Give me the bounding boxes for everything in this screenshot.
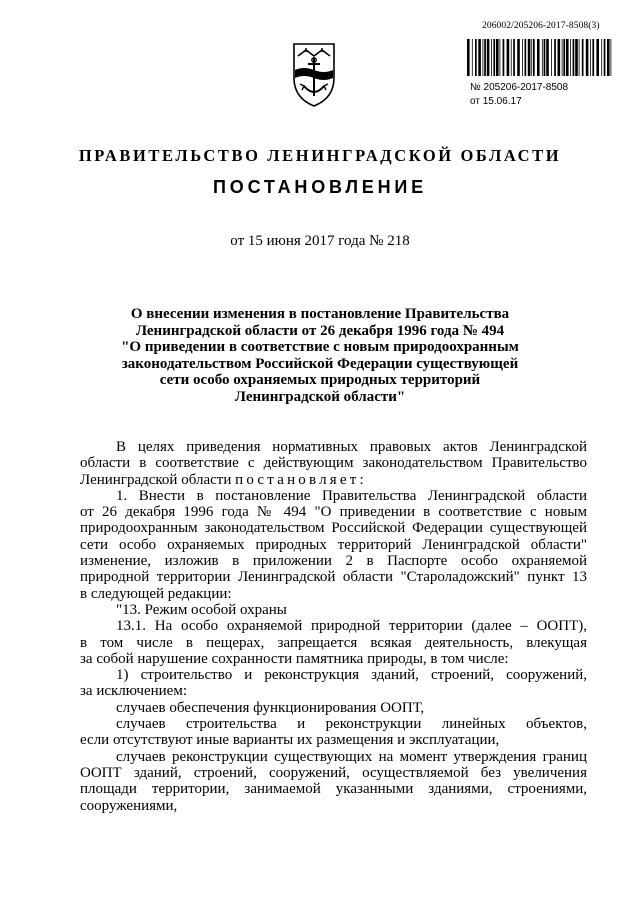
body-line: сети особо охраняемых природных территорий Ленинградской области"	[80, 536, 587, 553]
body-line: природной территории Ленинградской области "Староладожский" пункт 13	[80, 569, 587, 586]
body-line: площади территории, занимаемой указанными зданиями, строениями,	[80, 781, 587, 798]
body-line: случаев строительства и реконструкции линейных объектов,	[116, 716, 587, 733]
body-line: случаев обеспечения функционирования ООПТ,	[116, 699, 425, 716]
title-line: "О приведении в соответствие с новым природоохранным	[121, 339, 519, 356]
government-name: ПРАВИТЕЛЬСТВО ЛЕНИНГРАДСКОЙ ОБЛАСТИ	[78, 146, 562, 165]
body-line: сооружениями,	[80, 797, 178, 814]
title-line: сети особо охраняемых природных территорий	[159, 372, 481, 389]
body-line: 13.1. На особо охраняемой природной территории (далее – ООПТ),	[116, 618, 587, 635]
title-line: Ленинградской области"	[234, 388, 406, 405]
resolution-date-number: от 15 июня 2017 года № 218	[230, 233, 410, 249]
body-line: 1) строительство и реконструкция зданий, строений, сооружений,	[116, 667, 587, 684]
body-line: изменение, изложив в приложении 2 в Паспорте особо охраняемой	[80, 553, 587, 570]
title-line: законодательством Российской Федерации существующей	[121, 355, 519, 372]
body-line: ООПТ зданий, строений, сооружений, осуществляемой без увеличения	[80, 764, 587, 781]
body-line: случаев реконструкции существующих на момент утверждения границ	[116, 748, 587, 765]
coat-of-arms-emblem	[290, 40, 338, 108]
body-line: от 26 декабря 1996 года № 494 "О приведении в соответствие с новым	[80, 504, 587, 521]
resolution-title	[80, 306, 560, 406]
registration-number: № 205206-2017-8508	[470, 82, 569, 93]
body-line: в том числе в пещерах, запрещается всякая деятельность, влекущая	[80, 634, 587, 651]
body-line: за собой нарушение сохранности памятника природы, в том числе:	[80, 650, 509, 667]
body-line: природоохранным законодательством Российской Федерации существующей	[80, 520, 587, 537]
body-line: В целях приведения нормативных правовых актов Ленинградской	[116, 439, 587, 455]
resolution-body	[80, 439, 587, 814]
title-line: О внесении изменения в постановление Правительства	[130, 306, 510, 322]
body-line	[80, 472, 587, 488]
title-line: Ленинградской области от 26 декабря 1996 года № 494	[135, 322, 505, 339]
body-text: Ленинградской области	[80, 471, 236, 488]
barcode	[466, 39, 614, 76]
document-type: ПОСТАНОВЛЕНИЕ	[213, 177, 427, 197]
decree-keyword: постановляет:	[235, 471, 367, 488]
body-line: области в соответствие с действующим законодательством Правительство	[80, 455, 587, 472]
body-line: если отсутствуют иные варианты их размещения и эксплуатации,	[80, 732, 500, 749]
body-line: за исключением:	[80, 683, 187, 700]
registration-date: от 15.06.17	[470, 96, 522, 107]
body-line: 1. Внести в постановление Правительства Ленинградской области	[116, 487, 587, 504]
body-line: в следующей редакции:	[80, 585, 232, 602]
registration-code: 206002/205206-2017-8508(3)	[482, 21, 600, 31]
body-line: "13. Режим особой охраны	[116, 601, 287, 618]
